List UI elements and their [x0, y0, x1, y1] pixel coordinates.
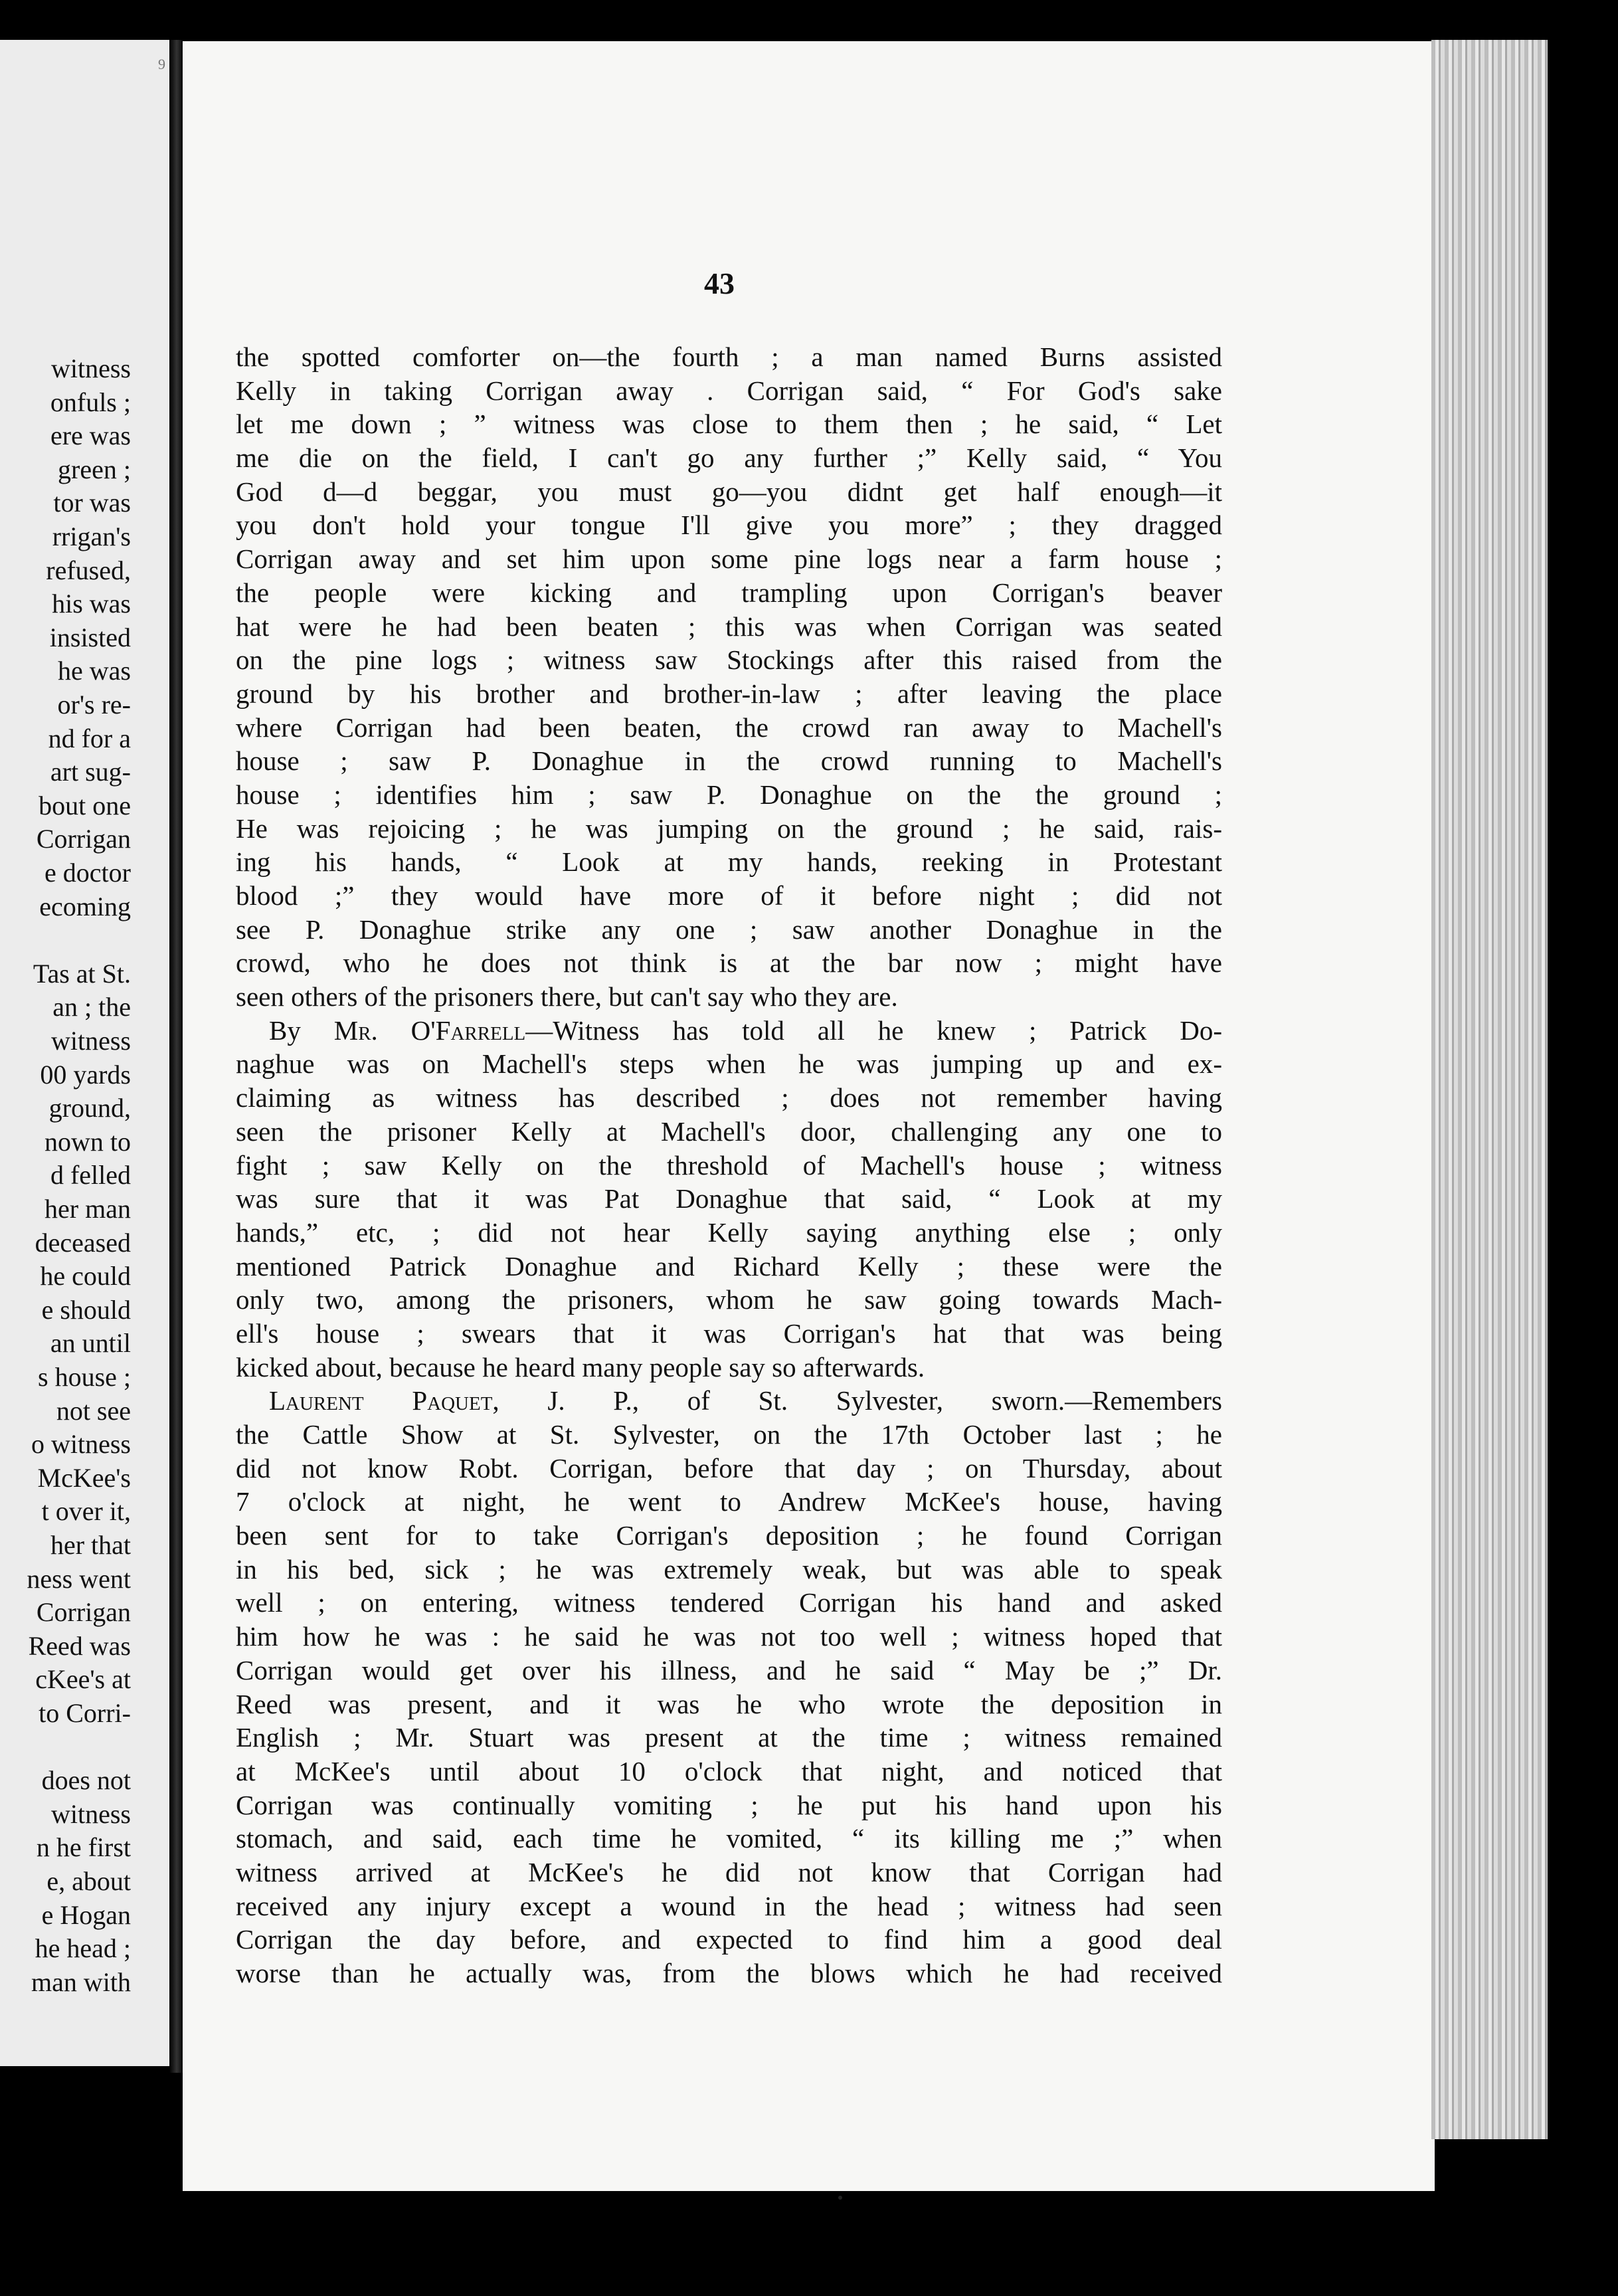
- previous-page-line: deceased: [35, 1227, 131, 1258]
- text-line: claiming as witness has described ; does not remember having: [236, 1082, 1222, 1113]
- previous-page-line: or's re-: [57, 690, 131, 719]
- previous-page-line: o witness: [31, 1429, 131, 1460]
- text-line: let me down ; ” witness was close to them then ; he said, “ Let: [236, 409, 1222, 440]
- text-line: the people were kicking and trampling upon Corrigan's beaver: [236, 577, 1222, 608]
- previous-page-line: 00 yards: [40, 1059, 131, 1090]
- previous-page-line: insisted: [49, 622, 131, 652]
- text-line: you don't hold your tongue I'll give you more” ; they dragged: [236, 510, 1222, 541]
- previous-page-line: e should: [41, 1294, 131, 1325]
- text-line: He was rejoicing ; he was jumping on the ground ; he said, rais-: [236, 813, 1222, 844]
- paragraph-cross-examination: [236, 1014, 1222, 1385]
- previous-page-line: e, about: [46, 1866, 131, 1896]
- paragraph-laurent-paquet: [236, 1384, 1222, 1990]
- text-line: Corrigan would get over his illness, and he said “ May be ;” Dr.: [236, 1654, 1222, 1685]
- previous-page-line: t over it,: [41, 1496, 131, 1527]
- text-line: God d—d beggar, you must go—you didnt get half enough—it: [236, 476, 1222, 507]
- text-line: Kelly in taking Corrigan away . Corrigan said, “ For God's sake: [236, 375, 1222, 406]
- text-line: naghue was on Machell's steps when he was jumping up and ex-: [236, 1048, 1222, 1080]
- text-line: Corrigan away and set him upon some pine logs near a farm house ;: [236, 543, 1222, 575]
- previous-page-line: bout one: [39, 790, 131, 820]
- previous-page-line: witness: [51, 1798, 131, 1829]
- previous-page-line: ground,: [48, 1093, 131, 1123]
- previous-page-line: Tas at St.: [33, 958, 131, 989]
- cross-exam-lead: By: [269, 1014, 301, 1046]
- previous-page-line: witness: [51, 1026, 131, 1056]
- witness-name: Laurent Paquet: [269, 1385, 493, 1416]
- previous-page-line: ness went: [27, 1563, 131, 1594]
- previous-page-line: d felled: [50, 1160, 131, 1191]
- cross-exam-lines: [236, 1047, 1222, 1384]
- previous-page-line: green ;: [58, 454, 131, 484]
- previous-page-line: nd for a: [48, 723, 131, 753]
- previous-page-line: he could: [40, 1261, 131, 1292]
- text-line: 7 o'clock at night, he went to Andrew McKee's house, having: [236, 1486, 1222, 1517]
- previous-page-line: his was: [52, 589, 131, 619]
- text-line: mentioned Patrick Donaghue and Richard Kelly ; these were the: [236, 1250, 1222, 1282]
- text-line: did not know Robt. Corrigan, before that day ; on Thursday, about: [236, 1452, 1222, 1483]
- previous-page-line: n he first: [36, 1832, 131, 1863]
- cross-exam-first-line: [236, 1014, 1222, 1048]
- text-line: ing his hands, “ Look at my hands, reeking in Protestant: [236, 846, 1222, 878]
- previous-page-number: 9: [158, 56, 165, 72]
- text-line: fight ; saw Kelly on the threshold of Machell's house ; witness: [236, 1149, 1222, 1181]
- paquet-first-line: [236, 1384, 1222, 1418]
- previous-page-line: rrigan's: [52, 522, 131, 551]
- text-line: witness arrived at McKee's he did not know that Corrigan had: [236, 1856, 1222, 1887]
- text-line: ground by his brother and brother-in-law ; after leaving the place: [236, 678, 1222, 709]
- previous-page-line: man with: [31, 1966, 131, 1997]
- text-line: on the pine logs ; witness saw Stockings after this raised from the: [236, 644, 1222, 676]
- previous-page-line: her that: [50, 1530, 131, 1560]
- previous-page-line: witness: [51, 353, 131, 383]
- previous-page-line: ecoming: [39, 891, 131, 921]
- text-line: the spotted comforter on—the fourth ; a man named Burns assisted: [236, 341, 1222, 372]
- page-speck: [838, 2196, 842, 2200]
- text-line: at McKee's until about 10 o'clock that night, and noticed that: [236, 1755, 1222, 1786]
- counsel-name: Mr. O'Farrell: [333, 1014, 526, 1046]
- previous-page-line: Corrigan: [36, 824, 131, 854]
- text-line: well ; on entering, witness tendered Corrigan his hand and asked: [236, 1587, 1222, 1618]
- previous-page-line: onfuls ;: [50, 387, 131, 417]
- text-line: was sure that it was Pat Donaghue that said, “ Look at my: [236, 1183, 1222, 1214]
- previous-page-line: refused,: [46, 555, 131, 585]
- text-line: where Corrigan had been beaten, the crowd ran away to Machell's: [236, 712, 1222, 743]
- previous-page-line: to Corri-: [39, 1698, 131, 1728]
- previous-page-line: tor was: [53, 488, 131, 518]
- previous-page-line: art sug-: [50, 757, 131, 787]
- text-line: hands,” etc, ; did not hear Kelly saying anything else ; only: [236, 1216, 1222, 1248]
- paquet-lines: [236, 1418, 1222, 1990]
- text-line: house ; identifies him ; saw P. Donaghue on the the ground ;: [236, 779, 1222, 810]
- text-line: in his bed, sick ; he was extremely weak, but was able to speak: [236, 1553, 1222, 1584]
- text-line: see P. Donaghue strike any one ; saw another Donaghue in the: [236, 913, 1222, 945]
- text-line: Reed was present, and it was he who wrote the deposition in: [236, 1688, 1222, 1719]
- text-line: English ; Mr. Stuart was present at the time ; witness remained: [236, 1722, 1222, 1753]
- previous-page-line: an ; the: [52, 992, 131, 1022]
- previous-page-line: not see: [56, 1395, 131, 1426]
- text-line: house ; saw P. Donaghue in the crowd running to Machell's: [236, 745, 1222, 777]
- previous-page-fragment: [0, 40, 169, 2066]
- previous-page-line: Reed was: [28, 1630, 131, 1661]
- text-line: stomach, and said, each time he vomited, “ its killing me ;” when: [236, 1823, 1222, 1854]
- previous-page-line: does not: [41, 1765, 131, 1796]
- text-line: Corrigan was continually vomiting ; he put his hand upon his: [236, 1789, 1222, 1820]
- text-line: crowd, who he does not think is at the bar now ; might have: [236, 947, 1222, 979]
- previous-page-line: he head ;: [35, 1933, 131, 1964]
- previous-page-line: e Hogan: [41, 1899, 131, 1930]
- previous-page-line: nown to: [45, 1126, 131, 1157]
- book-spine: [169, 40, 184, 2073]
- previous-page-line: Corrigan: [36, 1597, 131, 1628]
- text-line: been sent for to take Corrigan's deposition ; he found Corrigan: [236, 1520, 1222, 1551]
- previous-page-line: e doctor: [45, 858, 131, 888]
- previous-page-line: an until: [50, 1328, 131, 1359]
- previous-page-line: McKee's: [37, 1462, 131, 1493]
- text-line: blood ;” they would have more of it before night ; did not: [236, 880, 1222, 911]
- text-line: worse than he actually was, from the blows which he had received: [236, 1958, 1222, 1988]
- text-line: him how he was : he said he was not too well ; witness hoped that: [236, 1621, 1222, 1652]
- previous-page-line: ere was: [50, 421, 131, 451]
- text-line: seen the prisoner Kelly at Machell's door, challenging any one to: [236, 1115, 1222, 1147]
- previous-page-line: s house ;: [38, 1362, 131, 1392]
- text-line: Corrigan the day before, and expected to find him a good deal: [236, 1924, 1222, 1955]
- text-line: ell's house ; swears that it was Corrigan's hat that was being: [236, 1317, 1222, 1349]
- paquet-first-text: , J. P., of St. Sylvester, sworn.—Remembers: [492, 1385, 1222, 1416]
- text-line: received any injury except a wound in the head ; witness had seen: [236, 1890, 1222, 1921]
- text-line: hat were he had been beaten ; this was when Corrigan was seated: [236, 611, 1222, 642]
- text-line: seen others of the prisoners there, but can't say who they are.: [236, 981, 898, 1012]
- previous-page-line: her man: [45, 1194, 131, 1224]
- text-line: kicked about, because he heard many people say so afterwards.: [236, 1351, 925, 1383]
- text-line: only two, among the prisoners, whom he saw going towards Mach-: [236, 1284, 1222, 1315]
- text-line: me die on the field, I can't go any further ;” Kelly said, “ You: [236, 442, 1222, 474]
- paragraph-testimony-continued: [236, 340, 1222, 1014]
- text-line: the Cattle Show at St. Sylvester, on the 17th October last ; he: [236, 1419, 1222, 1450]
- cross-exam-first-text: —Witness has told all he knew ; Patrick Do-: [525, 1014, 1223, 1046]
- previous-page-line: he was: [58, 656, 131, 686]
- page-edges: [1431, 40, 1548, 2139]
- previous-page-line: cKee's at: [35, 1664, 131, 1695]
- page-body: [236, 340, 1222, 1990]
- page-number: 43: [704, 266, 735, 300]
